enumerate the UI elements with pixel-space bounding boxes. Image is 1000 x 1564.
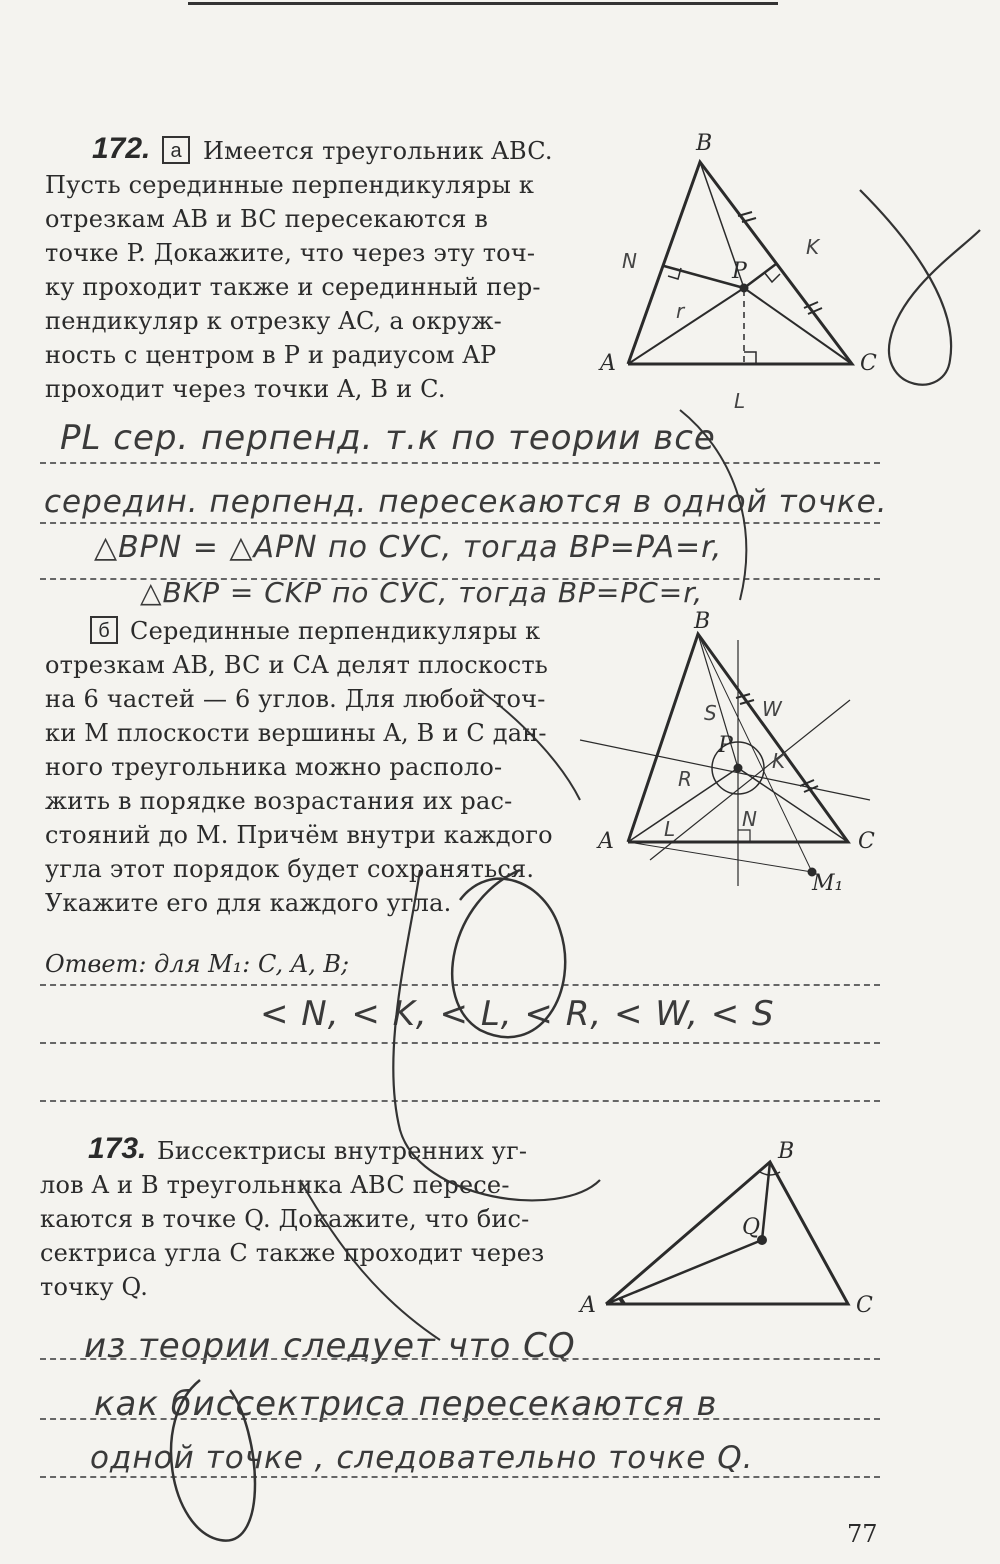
text-line: угла этот порядок будет сохраняться. — [45, 855, 535, 883]
right-angle-mark — [764, 272, 780, 282]
text-line: точке P. Докажите, что через эту точ- — [45, 239, 536, 267]
text-line: на 6 частей — 6 углов. Для любой точ- — [45, 685, 546, 713]
label-a: A — [600, 351, 616, 376]
label-n: N — [742, 807, 757, 831]
label-b: B — [778, 1139, 795, 1164]
label-p: P — [718, 733, 733, 758]
part-a-box: а — [162, 136, 190, 164]
label-k: K — [806, 235, 820, 259]
handwritten-scribble — [452, 870, 565, 1037]
label-l: L — [664, 817, 676, 841]
label-k: K — [772, 749, 786, 773]
segment-ap — [628, 288, 744, 364]
triangle-abc — [606, 1162, 848, 1304]
label-r: r — [676, 299, 685, 323]
figure-173 — [606, 1162, 848, 1304]
handwritten-scribble — [171, 1380, 255, 1541]
text-line: жить в порядке возрастания их рас- — [45, 787, 513, 815]
text-line: Биссектрисы внутренних уг- — [157, 1137, 528, 1165]
figure-172b — [171, 634, 870, 1541]
text-line: сектриса угла C также проходит через — [40, 1239, 545, 1267]
point-p — [734, 764, 742, 772]
label-m1: M₁ — [812, 871, 844, 896]
segment-m1a — [628, 842, 812, 872]
label-n: N — [622, 249, 637, 273]
handwritten-line: △BKP = CKP по СУС, тогда BP=PC=r, — [140, 576, 704, 609]
point-p — [740, 284, 748, 292]
text-line: отрезкам AB и BC пересекаются в — [45, 205, 489, 233]
text-line: Укажите его для каждого угла. — [45, 889, 452, 917]
handwritten-line: как биссектриса пересекаются в — [94, 1384, 718, 1424]
problem-173-number: 173. — [88, 1132, 147, 1165]
text-line: Серединные перпендикуляры к — [130, 617, 541, 645]
text-line: ного треугольника можно располо- — [45, 753, 503, 781]
label-r: R — [678, 767, 692, 791]
label-c: C — [858, 829, 875, 854]
text-line: лов A и B треугольника ABC пересе- — [40, 1171, 510, 1199]
label-a: A — [598, 829, 614, 854]
text-line: пендикуляр к отрезку AC, а окруж- — [45, 307, 502, 335]
perp-bisector-bc — [744, 264, 776, 288]
label-b: B — [694, 609, 711, 634]
label-s: S — [704, 701, 717, 725]
segment-pc — [744, 288, 852, 364]
text-line: каются в точке Q. Докажите, что бис- — [40, 1205, 530, 1233]
handwritten-line: середин. перпенд. пересекаются в одной точке. — [44, 484, 888, 520]
label-c: C — [860, 351, 877, 376]
label-a: A — [580, 1293, 596, 1318]
text-line: стояний до M. Причём внутри каждого — [45, 821, 553, 849]
handwritten-answer: < N, < K, < L, < R, < W, < S — [260, 994, 775, 1034]
text-line: Имеется треугольник ABC. — [203, 137, 553, 165]
handwritten-line: одной точке , следовательно точке Q. — [90, 1440, 754, 1476]
text-line: точку Q. — [40, 1273, 149, 1301]
text-line: ку проходит также и серединный пер- — [45, 273, 541, 301]
answer-line: Ответ: для M₁: C, A, B; — [45, 950, 350, 978]
page-number: 77 — [847, 1520, 878, 1548]
part-b-box: б — [90, 616, 118, 644]
problem-172-number: 172. — [92, 132, 151, 165]
text-line: ность с центром в P и радиусом AP — [45, 341, 497, 369]
text-line: ки M плоскости вершины A, B и C дан- — [45, 719, 547, 747]
label-p: P — [732, 259, 747, 284]
label-l: L — [734, 389, 746, 413]
label-c: C — [856, 1293, 873, 1318]
handwritten-line: PL сер. перпенд. т.к по теории все — [60, 418, 716, 458]
label-q: Q — [742, 1215, 761, 1240]
label-w: W — [762, 697, 782, 721]
text-line: Пусть серединные перпендикуляры к — [45, 171, 535, 199]
figure-172a — [628, 162, 980, 600]
label-b: B — [696, 131, 713, 156]
right-angle-mark — [738, 830, 750, 842]
handwritten-scribble — [480, 690, 580, 800]
text-line: отрезкам AB, BC и CA делят плоскость — [45, 651, 549, 679]
right-angle-mark — [744, 352, 756, 364]
handwritten-scribble — [860, 190, 980, 385]
bisector-a — [606, 1240, 762, 1304]
handwritten-line: △BPN = △APN по СУС, тогда BP=PA=r, — [94, 530, 723, 565]
handwritten-scribble — [680, 410, 746, 600]
text-line: проходит через точки A, B и C. — [45, 375, 446, 403]
handwritten-scribble — [300, 1180, 440, 1340]
segment-m1b — [698, 634, 812, 872]
handwritten-line: из теории следует что CQ — [84, 1326, 576, 1366]
